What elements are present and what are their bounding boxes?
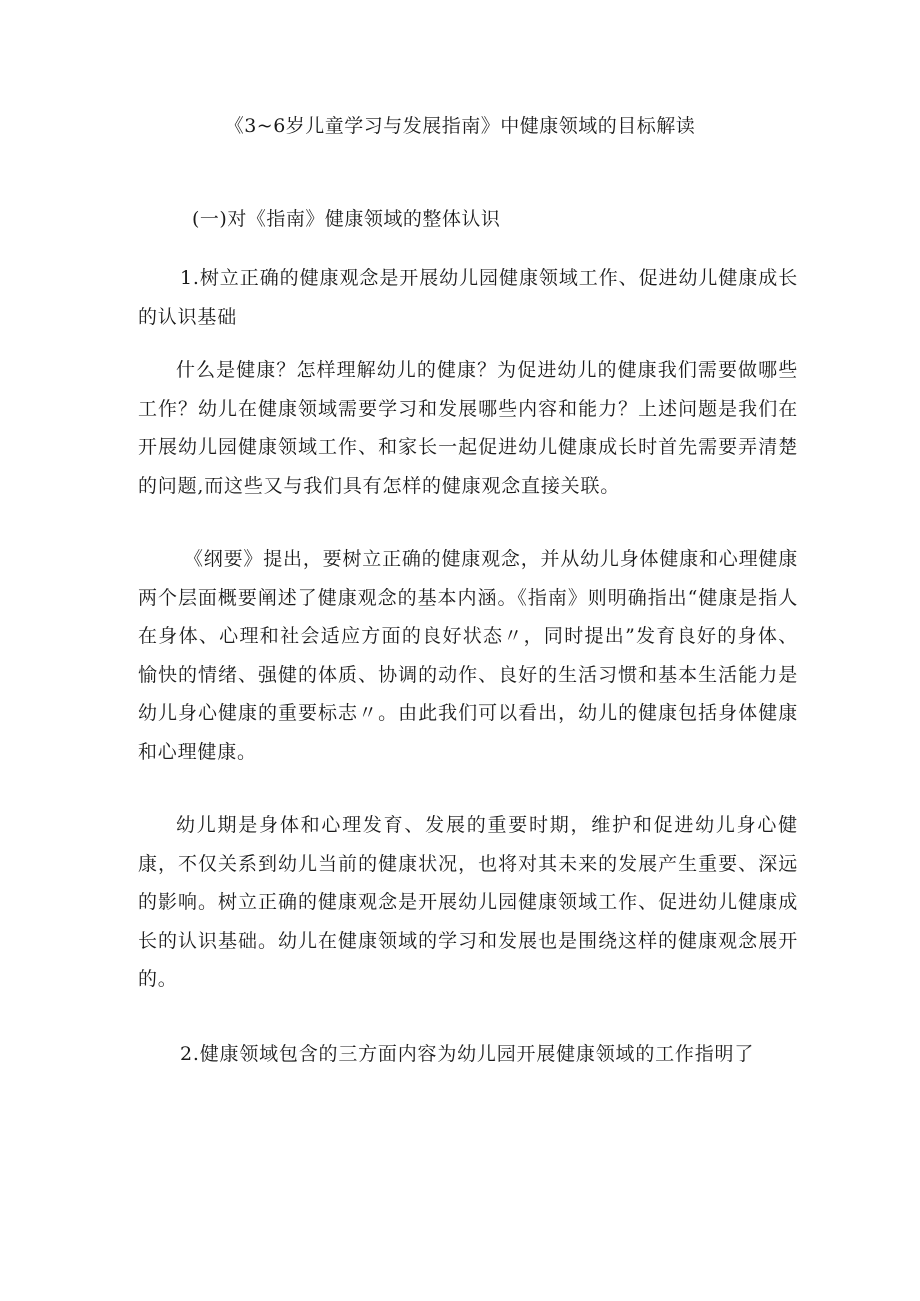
paragraph-numbered-2: 2.健康领域包含的三方面内容为幼儿园开展健康领域的工作指明了 xyxy=(180,1043,755,1065)
paragraph-what-is-health: 什么是健康？怎样理解幼儿的健康？为促进幼儿的健康我们需要做哪些工作？幼儿在健康领域需要学习和发展哪些内容和能力？上述问题是我们在开展幼儿园健康领域工作、和家长一起促进幼儿健康成长时首先需要弄清楚的问题,而这些又与我们具有怎样的健康观念直接关联。 xyxy=(138,359,798,497)
paragraph-numbered-1: 1.树立正确的健康观念是开展幼儿园健康领域工作、促进幼儿健康成长的认识基础 xyxy=(138,267,798,328)
document-title: 《3~6岁儿童学习与发展指南》中健康领域的目标解读 xyxy=(224,115,696,137)
paragraph-early-childhood: 幼儿期是身体和心理发育、发展的重要时期，维护和促进幼儿身心健康，不仅关系到幼儿当前的健康状况，也将对其未来的发展产生重要、深远的影响。树立正确的健康观念是开展幼儿园健康领域工作、促进幼儿健康成长的认识基础。幼儿在健康领域的学习和发展也是围绕这样的健康观念展开的。 xyxy=(138,814,798,990)
section-heading: (一)对《指南》健康领域的整体认识 xyxy=(192,208,501,230)
paragraph-gangyao: 《纲要》提出，要树立正确的健康观念，并从幼儿身体健康和心理健康两个层面概要阐述了健康观念的基本内涵。《指南》则明确指出“健康是指人在身体、心理和社会适应方面的良好状态〃，同时提出”发育良好的身体、愉快的情绪、强健的体质、协调的动作、良好的生活习惯和基本生活能力是幼儿身心健康的重要标志〃。由此我们可以看出，幼儿的健康包括身体健康和心理健康。 xyxy=(138,548,798,763)
